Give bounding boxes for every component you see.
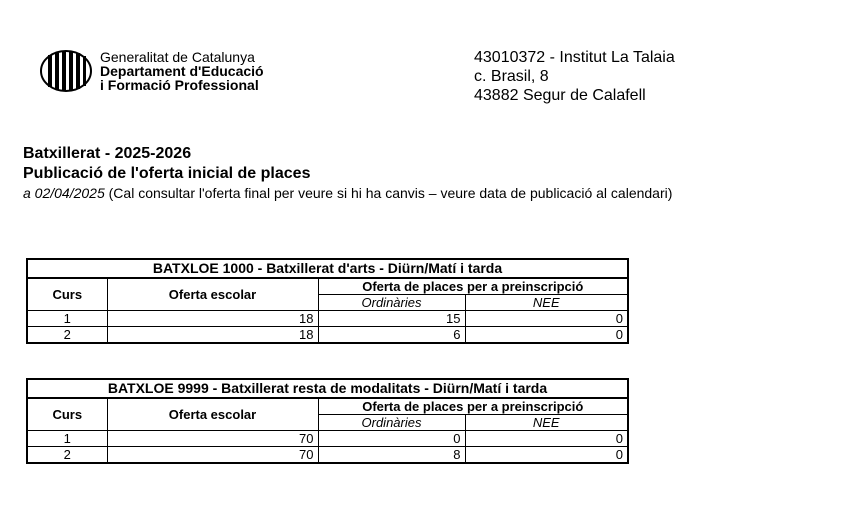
- header-curs: Curs: [27, 398, 107, 431]
- header-ordinaries: Ordinàries: [318, 295, 465, 311]
- generalitat-emblem-icon: [40, 50, 92, 92]
- cell-nee: 0: [465, 311, 628, 327]
- table-title: BATXLOE 9999 - Batxillerat resta de modalitats - Diürn/Matí i tarda: [27, 379, 628, 398]
- cell-nee: 0: [465, 431, 628, 447]
- address-line-1: 43010372 - Institut La Talaia: [474, 49, 675, 66]
- table-row: [27, 311, 628, 327]
- cell-ordinaries: 0: [318, 431, 465, 447]
- table-title: BATXLOE 1000 - Batxillerat d'arts - Diürn/Matí i tarda: [27, 259, 628, 278]
- school-address: [474, 48, 675, 105]
- cell-ordinaries: 15: [318, 311, 465, 327]
- header-nee: NEE: [465, 295, 628, 311]
- table-row: [27, 327, 628, 344]
- header-oferta-places: Oferta de places per a preinscripció: [318, 278, 628, 295]
- cell-curs: 2: [27, 447, 107, 464]
- cell-oferta: 18: [107, 327, 318, 344]
- offer-table-other-modalities: [26, 378, 629, 464]
- logo-line-3: i Formació Professional: [100, 77, 259, 93]
- cell-nee: 0: [465, 327, 628, 344]
- header-ordinaries: Ordinàries: [318, 415, 465, 431]
- address-line-3: 43882 Segur de Calafell: [474, 87, 646, 104]
- cell-nee: 0: [465, 447, 628, 464]
- table-row: [27, 447, 628, 464]
- document-subtitle: Publicació de l'oferta inicial de places: [23, 165, 311, 182]
- document-heading: [23, 144, 672, 203]
- table-row: [27, 431, 628, 447]
- cell-curs: 1: [27, 431, 107, 447]
- header-curs: Curs: [27, 278, 107, 311]
- generalitat-logo: [40, 50, 264, 92]
- publication-note: [23, 184, 672, 203]
- cell-curs: 2: [27, 327, 107, 344]
- cell-curs: 1: [27, 311, 107, 327]
- offer-table-arts: [26, 258, 629, 344]
- cell-oferta: 70: [107, 431, 318, 447]
- logo-line-2: Departament d'Educació: [100, 63, 264, 79]
- cell-ordinaries: 8: [318, 447, 465, 464]
- cell-oferta: 18: [107, 311, 318, 327]
- document-title: Batxillerat - 2025-2026: [23, 145, 192, 162]
- publication-date: a 02/04/2025: [23, 185, 105, 201]
- cell-ordinaries: 6: [318, 327, 465, 344]
- header-oferta-places: Oferta de places per a preinscripció: [318, 398, 628, 415]
- header-oferta-escolar: Oferta escolar: [107, 398, 318, 431]
- address-line-2: c. Brasil, 8: [474, 68, 549, 85]
- cell-oferta: 70: [107, 447, 318, 464]
- header-nee: NEE: [465, 415, 628, 431]
- logo-text: [100, 50, 264, 92]
- publication-note-text: (Cal consultar l'oferta final per veure si hi ha canvis – veure data de publicació al calendari): [104, 185, 673, 201]
- header-oferta-escolar: Oferta escolar: [107, 278, 318, 311]
- logo-line-1: Generalitat de Catalunya: [100, 49, 255, 65]
